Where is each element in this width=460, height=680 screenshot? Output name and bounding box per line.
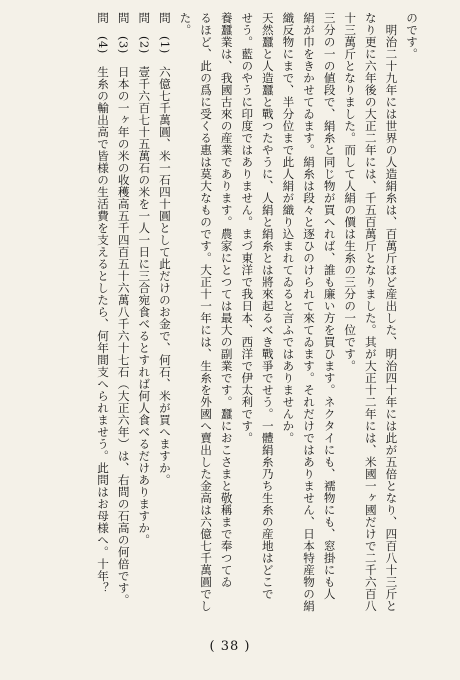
text-line: 十三萬斤となりました。而して人絹の價は生糸の三分の一位です。 bbox=[343, 12, 358, 372]
text-line: た。 bbox=[178, 12, 193, 36]
question-line: 問 (2) 壹千六百七十五萬石の米を一人一日に三合宛食べるとすれば何人食べるだけありますか。 bbox=[137, 12, 152, 546]
vertical-text-block bbox=[27, 12, 422, 617]
text-line: 天然蠶と人造蠶と戰つたやうに、人絹と絹糸とは將來起るべき戰爭でせう。一體絹糸乃ち生糸の産地はどこで bbox=[260, 12, 275, 600]
text-line: 明治二十九年には世界の人造絹糸は、百萬斤ほど産出した、明治四十年には此が五倍となり、四百八十三斤と bbox=[384, 23, 399, 612]
page-number: ( 38 ) bbox=[209, 639, 251, 654]
text-line: せう。藍のやうに印度ではありません。まづ東洋で我日本、西洋で伊太利です。 bbox=[240, 12, 255, 444]
text-line: 養蠶業は、我國古來の産業であります。農家にとつては最大の副業です。蠶におこさまと敬稱まで奉つてゐ bbox=[219, 12, 234, 588]
question-line: 問 (1) 六億七千萬圓、米一石四十圓として此だけのお金で、何石、米が買へますか。 bbox=[157, 12, 172, 486]
question-line: 問 (3) 日本の一ヶ年の米の收穫高五千四百五十六萬八千六十七石（大正六年）は、右問の石高の何倍です。 bbox=[116, 12, 131, 606]
text-line: 織反物にまで、半分位まで此人絹が織り込まれてゐると言ふではありませんか。 bbox=[281, 12, 296, 444]
text-line: 絹が巾をきかせてゐます。絹糸は段々と逐ひのけられて來てゐます。それだけではありません、日本特産物の絹 bbox=[302, 12, 317, 612]
text-line: なり更に六年後の大正二年には、千五百萬斤となりました。其が大正十二年には、米國一ヶ國だけで二千六百八 bbox=[363, 12, 378, 612]
text-line: のです。 bbox=[405, 12, 419, 60]
text-line: るほど、此の爲に受くる惠は莫大なものです。大正十一年には、生糸を外國へ賣出した金高は六億七千萬圓でし bbox=[199, 12, 214, 612]
question-line: 問 (4) 生糸の輸出高で皆様の生活費を支えるとしたら、何年間支へられませう。此問はお母様へ。十年？ bbox=[96, 12, 111, 594]
text-line: 三分の一の値段で、絹糸と同じ物が買へれば、誰も廉い方を買ひます。ネクタイにも、襦物にも、窓掛にも人 bbox=[322, 12, 337, 600]
